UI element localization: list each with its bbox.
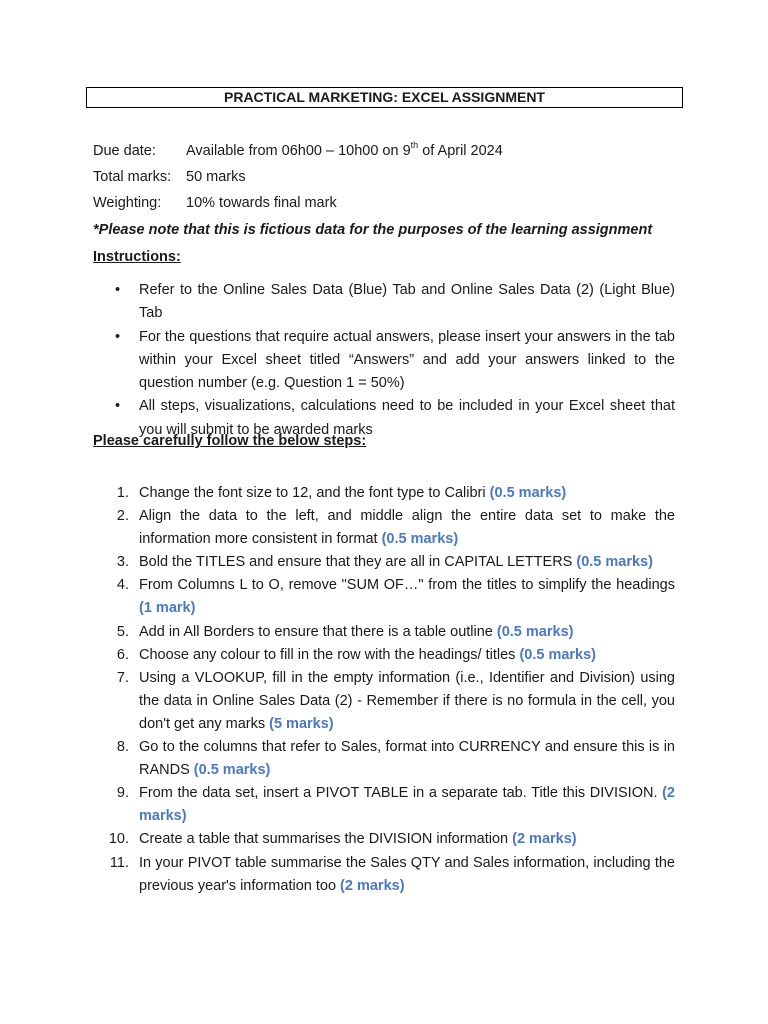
bullet-icon: • [115,328,121,345]
marks-label: (2 marks) [512,831,577,848]
weighting-row [93,190,503,216]
marks-label: (0.5 marks) [576,554,653,571]
marks-label: (0.5 marks) [519,646,597,663]
total-marks-label: Total marks: [93,169,172,185]
fictitious-data-note: *Please note that this is fictious data for the purposes of the learning assignment [93,222,653,238]
step-item: 7. Using a VLOOKUP, fill in the empty information (i.e., Identifier and Division) using the data in Online Sales Data (2) - Remember if there is no formula in the cell, you don't get any marks (5 marks) [116,669,675,732]
total-marks-value: 50 marks [186,169,246,185]
step-item: 1. Change the font size to 12, and the font type to Calibri (0.5 marks) [116,485,567,501]
due-date-row [93,138,503,164]
instructions-heading: Instructions: [93,249,181,265]
step-item: 8. Go to the columns that refer to Sales, format into CURRENCY and ensure this is in RANDS (0.5 marks) [116,739,675,779]
marks-label: (0.5 marks) [381,531,459,548]
bullet-icon: • [115,398,121,415]
step-item: 5. Add in All Borders to ensure that there is a table outline (0.5 marks) [116,623,574,640]
instructions-list [93,279,675,442]
bullet-icon: • [115,282,121,298]
marks-label: (1 mark) [139,600,196,617]
document-title: PRACTICAL MARKETING: EXCEL ASSIGNMENT [86,87,683,108]
step-item: 2. Align the data to the left, and middle align the entire data set to make the information more consistent in format (0.5 marks) [116,508,675,548]
weighting-label: Weighting: [93,195,162,211]
step-item: 9. From the data set, insert a PIVOT TABLE in a separate tab. Title this DIVISION. (2 marks) [116,785,675,825]
marks-label: (2 marks) [340,877,405,894]
instruction-item: • All steps, visualizations, calculations need to be included in your Excel sheet that you will submit to be awarded marks [93,395,675,442]
due-date-value: Available from 06h00 – 10h00 on 9th of April 2024 [186,140,503,159]
total-marks-row [93,164,503,190]
steps-heading: Please carefully follow the below steps: [93,433,367,449]
marks-label: (2 marks) [139,785,675,825]
marks-label: (0.5 marks) [489,485,567,501]
step-item: 3. Bold the TITLES and ensure that they are all in CAPITAL LETTERS (0.5 marks) [116,554,653,571]
step-item: 10. Create a table that summarises the DIVISION information (2 marks) [108,831,577,848]
step-item: 11. In your PIVOT table summarise the Sales QTY and Sales information, including the previous year's information too (2 marks) [109,854,675,894]
step-item: 4. From Columns L to O, remove "SUM OF…" from the titles to simplify the headings (1 mark) [116,577,675,617]
step-item: 6. Choose any colour to fill in the row with the headings/ titles (0.5 marks) [116,646,597,663]
instruction-item: • For the questions that require actual answers, please insert your answers in the tab within your Excel sheet titled “Answers” and add your answers linked to the question number (e.g. Question 1 = 50%) [93,326,675,396]
due-date-label: Due date: [93,143,156,159]
steps-list [93,482,675,898]
marks-label: (5 marks) [269,715,334,732]
marks-label: (0.5 marks) [496,623,574,640]
marks-label: (0.5 marks) [193,762,271,779]
weighting-value: 10% towards final mark [186,195,337,211]
assignment-details [93,138,503,216]
instruction-item: • Refer to the Online Sales Data (Blue) Tab and Online Sales Data (2) (Light Blue) Tab [93,279,675,326]
